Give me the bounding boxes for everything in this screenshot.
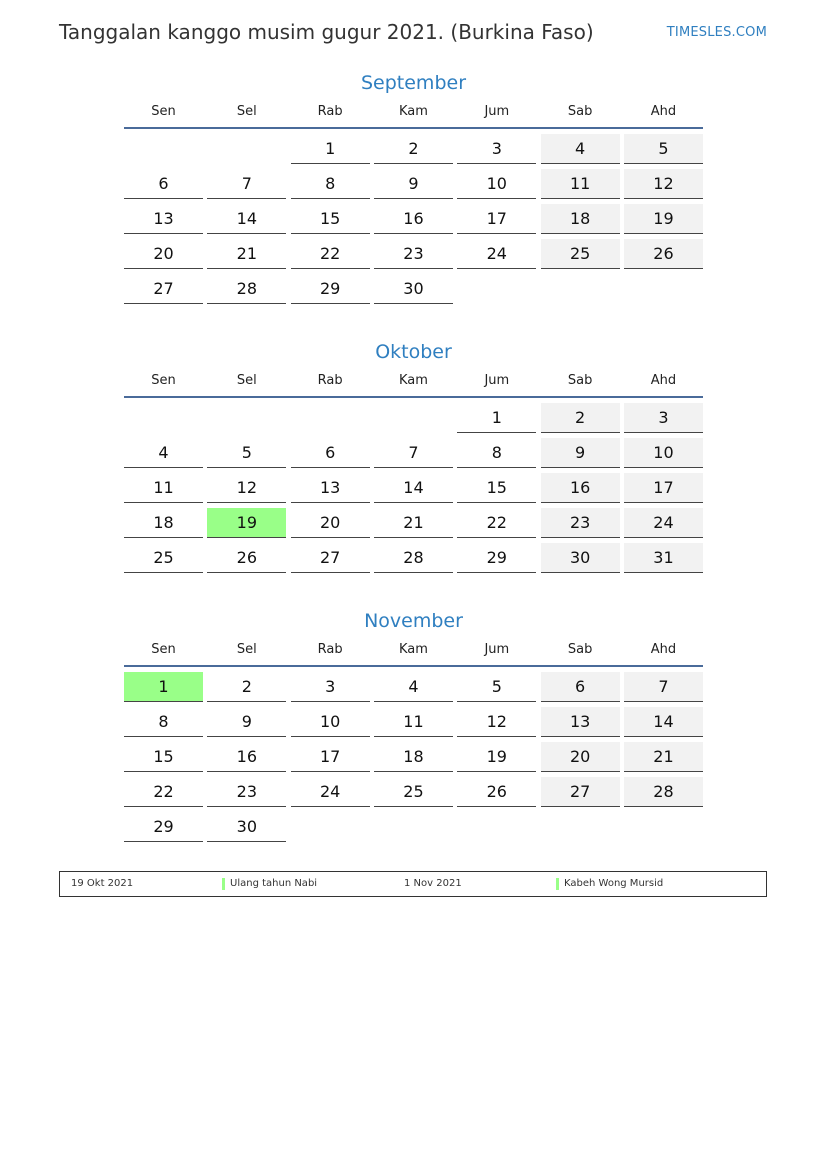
day-cell: 25 (374, 777, 453, 807)
day-cell: 12 (207, 473, 286, 503)
month-september (124, 69, 703, 304)
day-cell: 24 (291, 777, 370, 807)
day-cell: 12 (457, 707, 536, 737)
day-cell: 16 (541, 473, 620, 503)
day-cell: 30 (541, 543, 620, 573)
day-cell: 23 (207, 777, 286, 807)
day-cell: 12 (624, 169, 703, 199)
day-cell: 18 (541, 204, 620, 234)
day-cell: 16 (374, 204, 453, 234)
day-cell: 18 (124, 508, 203, 538)
day-cell: 21 (624, 742, 703, 772)
day-cell: 5 (624, 134, 703, 164)
day-cell: 26 (624, 239, 703, 269)
day-cell: 27 (124, 274, 203, 304)
day-cell: 29 (457, 543, 536, 573)
day-cell: 19 (457, 742, 536, 772)
day-cell: 22 (291, 239, 370, 269)
weekday-label: Ahd (650, 642, 677, 657)
day-cell: 17 (291, 742, 370, 772)
day-cell: 24 (624, 508, 703, 538)
empty-cell (207, 403, 286, 432)
empty-cell (124, 134, 203, 163)
day-cell: 20 (291, 508, 370, 538)
day-cell: 7 (624, 672, 703, 702)
empty-cell (124, 403, 203, 432)
day-cell: 13 (541, 707, 620, 737)
weekday-label: Sen (151, 642, 176, 657)
day-cell: 28 (624, 777, 703, 807)
day-cell: 9 (541, 438, 620, 468)
legend-color-marker (222, 878, 225, 890)
day-cell: 31 (624, 543, 703, 573)
weekday-label: Sel (236, 104, 257, 119)
weekday-label: Rab (317, 373, 343, 388)
day-cell: 17 (624, 473, 703, 503)
month-name: Oktober (375, 341, 452, 363)
day-cell: 19 (624, 204, 703, 234)
day-cell: 27 (291, 543, 370, 573)
day-cell: 1 (291, 134, 370, 164)
weekday-label: Jum (484, 104, 510, 119)
day-cell: 20 (124, 239, 203, 269)
weekday-label: Jum (484, 373, 510, 388)
day-cell: 17 (457, 204, 536, 234)
day-cell: 11 (541, 169, 620, 199)
legend-color-marker (556, 878, 559, 890)
weekday-label: Sel (236, 642, 257, 657)
day-cell: 28 (207, 274, 286, 304)
day-cell: 13 (124, 204, 203, 234)
month-oktober (124, 338, 703, 573)
weekday-label: Kam (399, 642, 428, 657)
day-cell: 30 (207, 812, 286, 842)
month-name: November (364, 610, 463, 632)
brand-link[interactable]: TIMESLES.COM (666, 25, 767, 40)
day-cell: 22 (457, 508, 536, 538)
weekday-label: Sab (567, 642, 593, 657)
day-cell: 23 (541, 508, 620, 538)
day-cell: 26 (457, 777, 536, 807)
weekday-label: Sen (151, 104, 176, 119)
day-cell: 3 (624, 403, 703, 433)
day-cell: 9 (207, 707, 286, 737)
legend-label: Kabeh Wong Mursid (564, 878, 664, 889)
day-cell: 18 (374, 742, 453, 772)
day-cell: 25 (541, 239, 620, 269)
day-grid (124, 134, 703, 304)
holiday-legend (59, 871, 767, 897)
weekday-label: Ahd (650, 373, 677, 388)
day-cell: 11 (374, 707, 453, 737)
day-cell: 26 (207, 543, 286, 573)
day-cell: 15 (291, 204, 370, 234)
day-grid (124, 403, 703, 573)
weekday-label: Sab (567, 104, 593, 119)
day-cell: 23 (374, 239, 453, 269)
day-cell: 10 (457, 169, 536, 199)
day-cell: 11 (124, 473, 203, 503)
day-cell: 24 (457, 239, 536, 269)
page-title: Tanggalan kanggo musim gugur 2021. (Burkina Faso) (59, 20, 594, 44)
day-cell: 21 (207, 239, 286, 269)
day-cell: 10 (291, 707, 370, 737)
day-cell: 14 (207, 204, 286, 234)
month-name: September (360, 72, 467, 94)
day-cell: 2 (374, 134, 453, 164)
day-cell: 30 (374, 274, 453, 304)
weekday-label: Kam (399, 104, 428, 119)
day-cell: 29 (291, 274, 370, 304)
weekday-header (124, 635, 703, 667)
day-cell: 15 (457, 473, 536, 503)
day-cell: 6 (291, 438, 370, 468)
day-cell: 9 (374, 169, 453, 199)
day-cell: 28 (374, 543, 453, 573)
weekday-header (124, 97, 703, 129)
day-cell: 15 (124, 742, 203, 772)
day-cell: 6 (124, 169, 203, 199)
day-cell: 7 (207, 169, 286, 199)
weekday-label: Rab (317, 642, 343, 657)
weekday-label: Sen (151, 373, 176, 388)
day-cell: 2 (207, 672, 286, 702)
empty-cell (207, 134, 286, 163)
day-cell: 4 (124, 438, 203, 468)
empty-cell (374, 403, 453, 432)
day-cell: 1 (457, 403, 536, 433)
legend-date: 19 Okt 2021 (71, 878, 134, 889)
day-cell: 8 (291, 169, 370, 199)
day-cell: 20 (541, 742, 620, 772)
day-cell: 5 (207, 438, 286, 468)
holiday-day-cell: 1 (124, 672, 203, 702)
day-cell: 6 (541, 672, 620, 702)
weekday-label: Ahd (650, 104, 677, 119)
day-cell: 4 (541, 134, 620, 164)
day-cell: 5 (457, 672, 536, 702)
weekday-label: Sel (236, 373, 257, 388)
day-cell: 4 (374, 672, 453, 702)
empty-cell (291, 403, 370, 432)
day-cell: 3 (291, 672, 370, 702)
day-cell: 25 (124, 543, 203, 573)
day-cell: 16 (207, 742, 286, 772)
weekday-header (124, 366, 703, 398)
day-cell: 8 (124, 707, 203, 737)
month-november (124, 607, 703, 842)
day-cell: 22 (124, 777, 203, 807)
day-cell: 3 (457, 134, 536, 164)
day-cell: 8 (457, 438, 536, 468)
day-grid (124, 672, 703, 842)
weekday-label: Sab (567, 373, 593, 388)
day-cell: 27 (541, 777, 620, 807)
weekday-label: Kam (399, 373, 428, 388)
day-cell: 13 (291, 473, 370, 503)
day-cell: 14 (374, 473, 453, 503)
weekday-label: Jum (484, 642, 510, 657)
day-cell: 7 (374, 438, 453, 468)
day-cell: 2 (541, 403, 620, 433)
legend-date: 1 Nov 2021 (404, 878, 462, 889)
weekday-label: Rab (317, 104, 343, 119)
day-cell: 29 (124, 812, 203, 842)
holiday-day-cell: 19 (207, 508, 286, 538)
day-cell: 10 (624, 438, 703, 468)
legend-label: Ulang tahun Nabi (230, 878, 318, 889)
day-cell: 14 (624, 707, 703, 737)
day-cell: 21 (374, 508, 453, 538)
